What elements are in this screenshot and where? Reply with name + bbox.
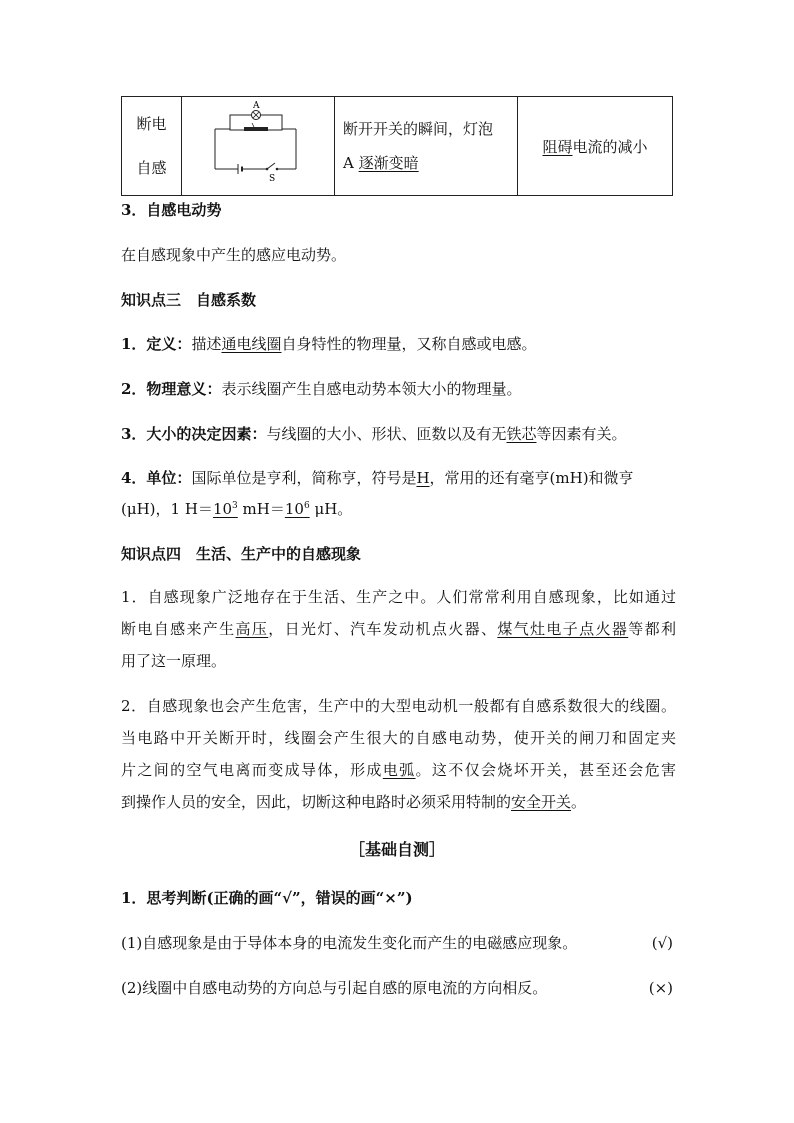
def-label: 1．定义：	[121, 335, 192, 353]
kp3-factors	[121, 424, 627, 444]
unit-text-2: ，常用的还有毫亨(mH)和微亨	[429, 469, 634, 487]
kp3-heading: 知识点三 自感系数	[121, 291, 257, 309]
judge-item	[121, 933, 673, 953]
def-text-2: 自身特性的物理量，又称自感或电感。	[281, 335, 537, 353]
kp4-heading: 知识点四 生活、生产中的自感现象	[121, 545, 362, 563]
p2-line-3	[121, 754, 676, 786]
p1-line-1: 1．自感现象广泛地存在于生活、生产之中。人们常常利用自感现象，比如通过	[121, 588, 676, 606]
phenomenon-cell	[335, 97, 518, 196]
p1-l2-underlined-1: 高压	[235, 620, 269, 638]
inductor-coil-icon	[244, 123, 268, 131]
cause-underlined: 阻碍	[542, 137, 573, 156]
unit-pow-3	[213, 500, 238, 518]
p2-line-4	[121, 793, 586, 811]
phenomenon-prefix: 断开开关的瞬间，灯泡	[343, 120, 494, 138]
cause-rest: 电流的减小	[572, 137, 648, 156]
lamp-icon	[252, 111, 261, 120]
meaning-text: 表示线圈产生自感电动势本领大小的物理量。	[221, 380, 522, 398]
p1-l2-text-c: 等都利	[628, 620, 676, 638]
phenomenon-result: 逐渐变暗	[358, 154, 419, 172]
q1-text: 1．思考判断(正确的画“√”，错误的画“×”)	[121, 889, 413, 907]
sec3-heading: 3．自感电动势	[121, 201, 222, 219]
unit-base-2: 10	[284, 500, 304, 518]
cause-cell	[518, 97, 673, 196]
unit-text-4: mH＝	[237, 500, 285, 518]
judge-item	[121, 978, 673, 998]
p2-l4-text-a: 到操作人员的安全，因此，切断这种电路时必须采用特制的	[121, 793, 512, 811]
factors-label: 3．大小的决定因素：	[121, 425, 267, 443]
battery-icon	[238, 164, 242, 174]
factors-text-1: 与线圈的大小、形状、匝数以及有无	[266, 425, 507, 443]
unit-pow-6	[285, 500, 310, 518]
circuit-diagram-cell	[182, 97, 335, 196]
p1-line-2	[121, 613, 676, 645]
phenomenon-line-2	[343, 146, 517, 180]
unit-text-1: 国际单位是亨利，简称亨，符号是	[191, 469, 417, 487]
sec3-body: 在自感现象中产生的感应电动势。	[121, 246, 347, 264]
unit-text-3: (μH)，1 H＝	[121, 500, 213, 518]
judge-item-mark: (√)	[651, 934, 673, 952]
p1-l2-text-a: 断电自感来产生	[121, 620, 236, 638]
p2-line-2: 当电路中开关断开时，线圈会产生很大的自感电动势，使开关的闸刀和固定夹	[121, 729, 676, 747]
kp3-unit-line-2	[121, 499, 352, 519]
kp3-meaning	[121, 379, 521, 399]
p2-line-1: 2．自感现象也会产生危害，生产中的大型电动机一般都有自感系数很大的线圈。	[121, 697, 676, 715]
self-induction-table	[121, 96, 673, 196]
meaning-label: 2．物理意义：	[121, 380, 222, 398]
unit-symbol: H	[416, 469, 430, 487]
unit-exp-1: 3	[232, 501, 238, 511]
kp4-paragraph-1	[121, 581, 676, 677]
p1-line-3: 用了这一原理。	[121, 652, 227, 670]
switch-label: S	[269, 174, 276, 184]
p1-l2-text-b: ，日光灯、汽车发动机点火器、	[268, 620, 498, 638]
p2-l3-underlined: 电弧	[382, 761, 416, 779]
table-row	[122, 97, 673, 196]
unit-base-1: 10	[212, 500, 233, 518]
factors-text-2: 等因素有关。	[536, 425, 627, 443]
unit-label: 4．单位：	[121, 469, 192, 487]
selftest-question-1	[121, 888, 413, 908]
judge-item-text: (1)自感现象是由于导体本身的电流发生变化而产生的电磁感应现象。	[121, 934, 578, 952]
p1-l2-underlined-2: 煤气灶电子点火器	[497, 620, 629, 638]
p2-l3-text-b: 。这不仅会烧坏开关，甚至还会危害	[415, 761, 676, 779]
p2-l3-text-a: 片之间的空气电离而变成导体，形成	[121, 761, 383, 779]
p2-l4-underlined: 安全开关	[511, 793, 572, 811]
kp3-unit-line-1	[121, 468, 634, 488]
judge-item-mark: (×)	[648, 979, 673, 997]
type-line-2: 自感	[136, 159, 167, 177]
selftest-heading: ［基础自测］	[348, 840, 445, 859]
lamp-label: A	[253, 101, 260, 111]
kp4-paragraph-2	[121, 690, 676, 818]
def-underlined: 通电线圈	[221, 335, 282, 353]
judge-item-text: (2)线圈中自感电动势的方向总与引起自感的原电流的方向相反。	[121, 979, 548, 997]
switch-icon	[266, 163, 279, 170]
factors-underlined: 铁芯	[506, 425, 537, 443]
circuit-diagram	[182, 97, 334, 191]
type-cell	[122, 97, 182, 196]
type-line-1: 断电	[136, 115, 167, 133]
p2-l4-text-b: 。	[571, 793, 587, 811]
kp3-definition	[121, 334, 536, 354]
def-text-1: 描述	[191, 335, 222, 353]
unit-text-5: μH。	[309, 500, 353, 518]
unit-exp-2: 6	[303, 501, 310, 511]
phenomenon-lamp: A	[343, 154, 354, 172]
